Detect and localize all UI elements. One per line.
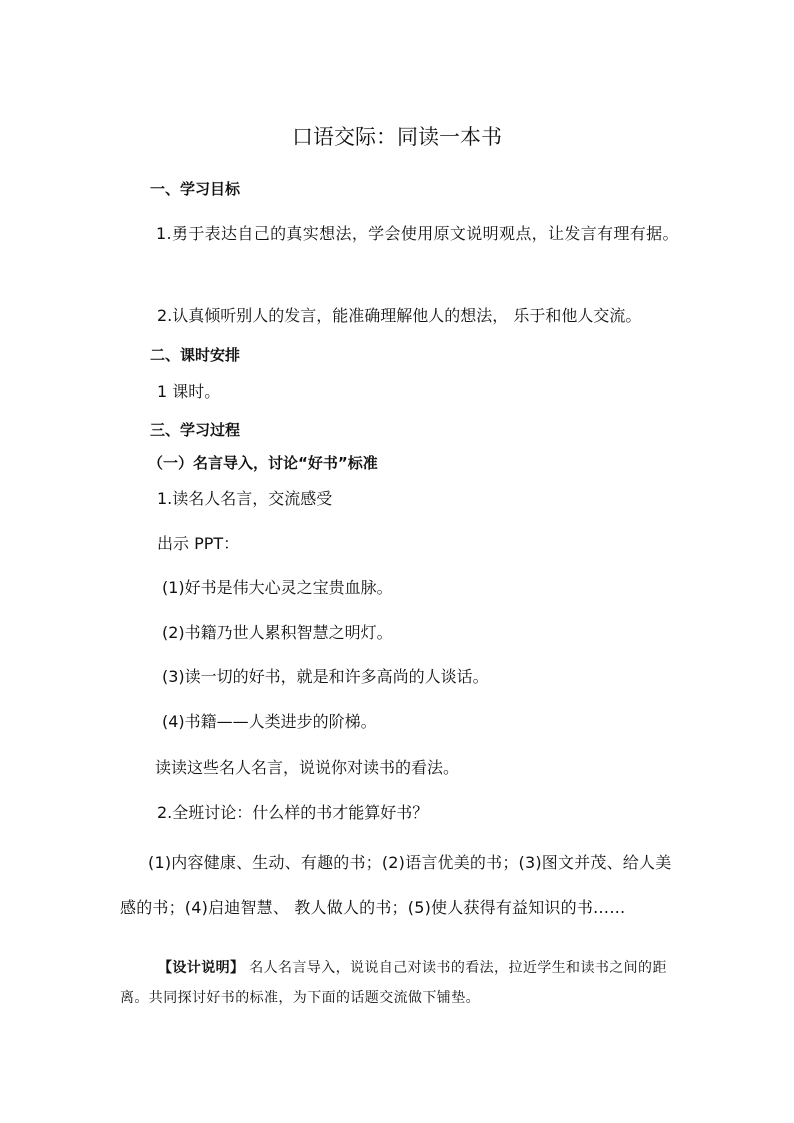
section-heading-schedule: 二、课时安排 bbox=[150, 346, 241, 364]
section-heading-process: 三、学习过程 bbox=[150, 421, 241, 439]
good-book-criteria: (1)内容健康、生动、有趣的书；(2)语言优美的书；(3)图文并茂、给人美感的书；(4)启迪智慧、 教人做人的书；(5)使人获得有益知识的书…… bbox=[120, 853, 672, 917]
quote-item: (3)读一切的好书，就是和许多高尚的人谈话。 bbox=[162, 667, 489, 686]
page-title: 口语交际：同读一本书 bbox=[292, 125, 502, 149]
discussion-prompt: 读读这些名人名言，说说你对读书的看法。 bbox=[155, 758, 460, 777]
ppt-intro: 出示 PPT： bbox=[157, 534, 240, 553]
goal-paragraph-1: 1.勇于表达自己的真实想法，学会使用原文说明观点，让发言有理有据。 bbox=[156, 224, 679, 243]
section-heading-goals: 一、学习目标 bbox=[150, 180, 241, 198]
design-note-label: 【设计说明】 bbox=[158, 960, 245, 976]
quote-item: (1)好书是伟大心灵之宝贵血脉。 bbox=[162, 578, 393, 597]
quote-item: (4)书籍——人类进步的阶梯。 bbox=[162, 712, 377, 731]
design-note bbox=[120, 953, 680, 1013]
process-step-2: 2.全班讨论：什么样的书才能算好书？ bbox=[157, 803, 429, 822]
design-note-text: 名人名言导入，说说自己对读书的看法，拉近学生和读书之间的距离。共同探讨好书的标准，为下面的话题交流做下铺垫。 bbox=[120, 960, 667, 1006]
schedule-text: 1 课时。 bbox=[157, 382, 221, 401]
process-step-1: 1.读名人名言，交流感受 bbox=[157, 489, 333, 508]
process-subheading: （一）名言导入，讨论“好书”标准 bbox=[148, 454, 378, 472]
quote-item: (2)书籍乃世人累积智慧之明灯。 bbox=[162, 623, 393, 642]
goal-paragraph-2: 2.认真倾听别人的发言，能准确理解他人的想法， 乐于和他人交流。 bbox=[157, 306, 642, 325]
